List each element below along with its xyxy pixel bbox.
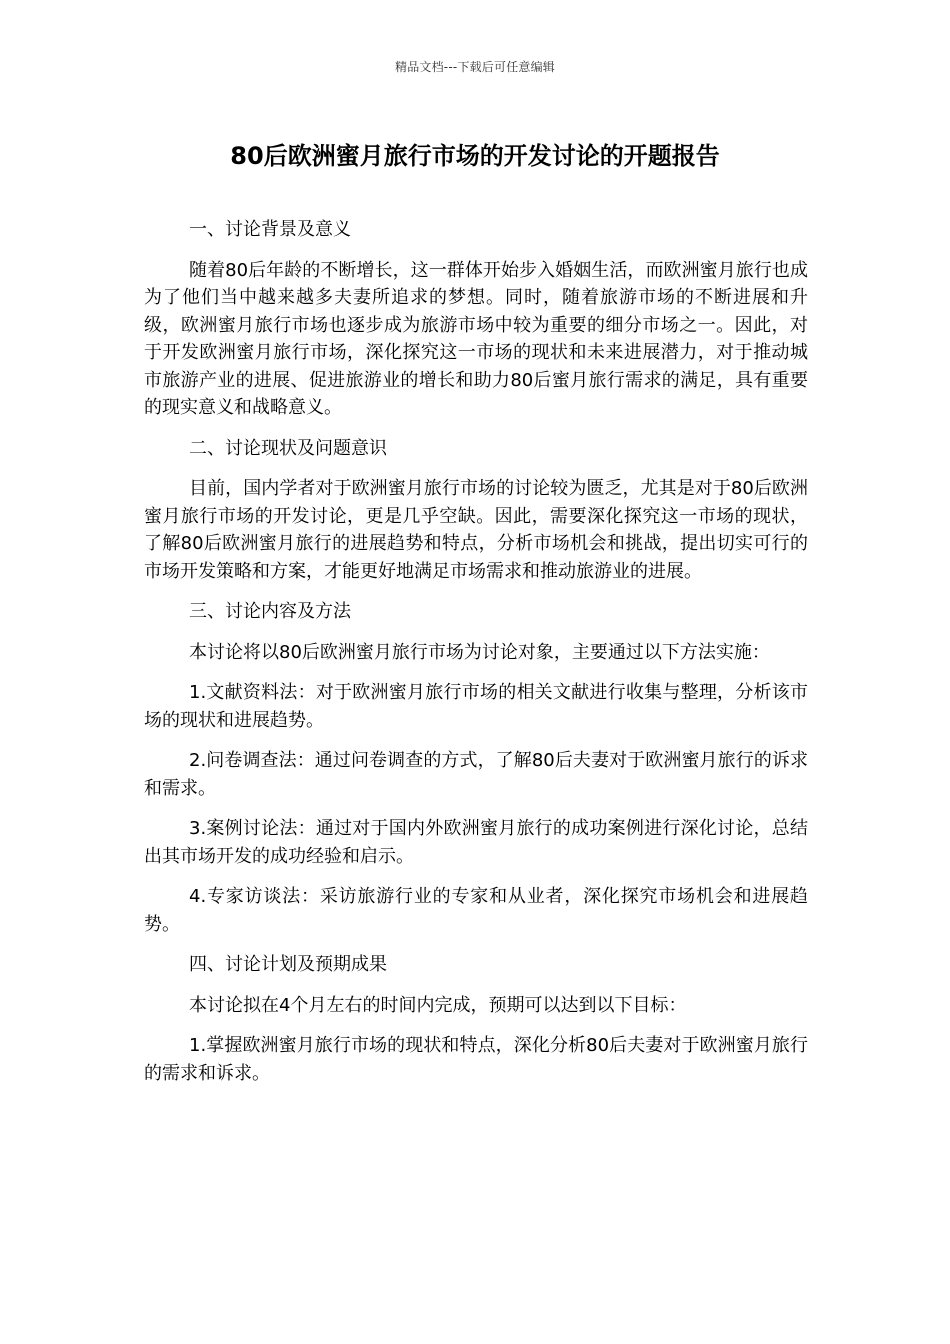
paragraph-status: 目前，国内学者对于欧洲蜜月旅行市场的讨论较为匮乏，尤其是对于80后欧洲蜜月旅行市场的开发讨论，更是几乎空缺。因此，需要深化探究这一市场的现状，了解80后欧洲蜜月旅行的进展趋势和特点，分析市场机会和挑战，提出切实可行的市场开发策略和方案，才能更好地满足市场需求和推动旅游业的进展。 [144,478,808,582]
document-body [144,216,808,1100]
paragraph-methods-intro: 本讨论将以80后欧洲蜜月旅行市场为讨论对象，主要通过以下方法实施： [189,641,770,663]
section-heading-plan: 四、讨论计划及预期成果 [189,954,387,975]
list-item-survey: 2.问卷调查法：通过问卷调查的方式，了解80后夫妻对于欧洲蜜月旅行的诉求和需求。 [144,750,808,799]
list-item-literature: 1.文献资料法：对于欧洲蜜月旅行市场的相关文献进行收集与整理，分析该市场的现状和进展趋势。 [144,682,808,731]
list-item-goal-1: 1.掌握欧洲蜜月旅行市场的现状和特点，深化分析80后夫妻对于欧洲蜜月旅行的需求和诉求。 [144,1035,808,1084]
section-heading-background: 一、讨论背景及意义 [189,219,351,240]
paragraph-background: 随着80后年龄的不断增长，这一群体开始步入婚姻生活，而欧洲蜜月旅行也成为了他们当中越来越多夫妻所追求的梦想。同时，随着旅游市场的不断进展和升级，欧洲蜜月旅行市场也逐步成为旅游市场中较为重要的细分市场之一。因此，对于开发欧洲蜜月旅行市场，深化探究这一市场的现状和未来进展潜力，对于推动城市旅游产业的进展、促进旅游业的增长和助力80后蜜月旅行需求的满足，具有重要的现实意义和战略意义。 [144,259,808,418]
paragraph-plan-intro: 本讨论拟在4个月左右的时间内完成，预期可以达到以下目标： [189,994,687,1016]
section-heading-status: 二、讨论现状及问题意识 [189,437,387,459]
document-title: 80后欧洲蜜月旅行市场的开发讨论的开题报告 [230,142,720,170]
header-note: 精品文档---下载后可任意编辑 [395,60,555,74]
section-heading-methods: 三、讨论内容及方法 [189,601,351,622]
list-item-case-study: 3.案例讨论法：通过对于国内外欧洲蜜月旅行的成功案例进行深化讨论，总结出其市场开发的成功经验和启示。 [144,818,808,867]
list-item-expert-interview: 4.专家访谈法：采访旅游行业的专家和从业者，深化探究市场机会和进展趋势。 [144,886,808,935]
